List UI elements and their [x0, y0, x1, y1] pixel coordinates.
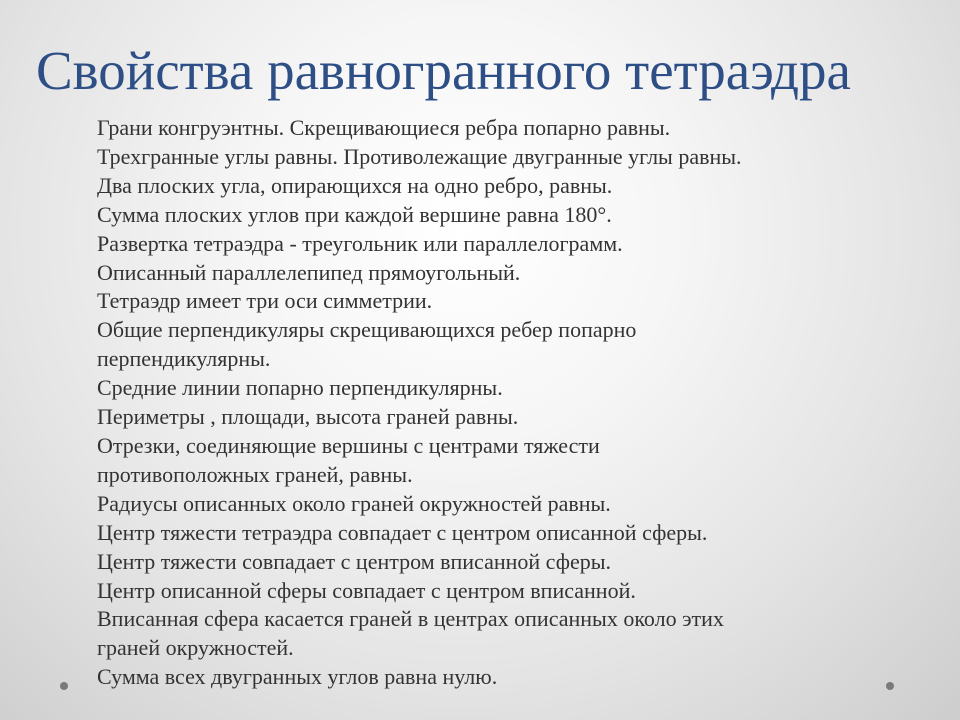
text-line: граней окружностей. [97, 635, 294, 661]
text-line: Средние линии попарно перпендикулярны. [97, 375, 503, 401]
right-dot-decoration [886, 682, 894, 690]
text-line: Вписанная сфера касается граней в центрах описанных около этих [97, 606, 724, 632]
left-dot-decoration [60, 682, 68, 690]
text-line: Центр описанной сферы совпадает с центром вписанной. [97, 577, 636, 603]
text-line: противоположных граней, равны. [97, 461, 413, 487]
text-line: Радиусы описанных около граней окружностей равны. [97, 490, 611, 516]
text-line: Тетраэдр имеет три оси симметрии. [97, 288, 433, 314]
text-line: перпендикулярны. [97, 346, 271, 372]
text-line: Трехгранные углы равны. Противолежащие двугранные углы равны. [97, 143, 742, 169]
text-line: Развертка тетраэдра - треугольник или параллелограмм. [97, 230, 623, 256]
text-line: Центр тяжести тетраэдра совпадает с центром описанной сферы. [97, 519, 708, 545]
properties-list [97, 114, 897, 692]
text-line: Периметры , площади, высота граней равны. [97, 404, 519, 430]
text-line: Два плоских угла, опирающихся на одно ребро, равны. [97, 172, 613, 198]
text-line: Грани конгруэнтны. Скрещивающиеся ребра попарно равны. [97, 115, 671, 140]
text-line: Описанный параллелепипед прямоугольный. [97, 259, 521, 285]
text-line: Отрезки, соединяющие вершины с центрами тяжести [97, 432, 600, 458]
text-line: Центр тяжести совпадает с центром вписанной сферы. [97, 548, 612, 574]
text-line: Общие перпендикуляры скрещивающихся ребер попарно [97, 317, 637, 343]
slide-title: Свойства равногранного тетраэдра [36, 40, 851, 101]
text-line: Сумма плоских углов при каждой вершине равна 180°. [97, 201, 612, 227]
text-line: Сумма всех двугранных углов равна нулю. [97, 664, 498, 690]
